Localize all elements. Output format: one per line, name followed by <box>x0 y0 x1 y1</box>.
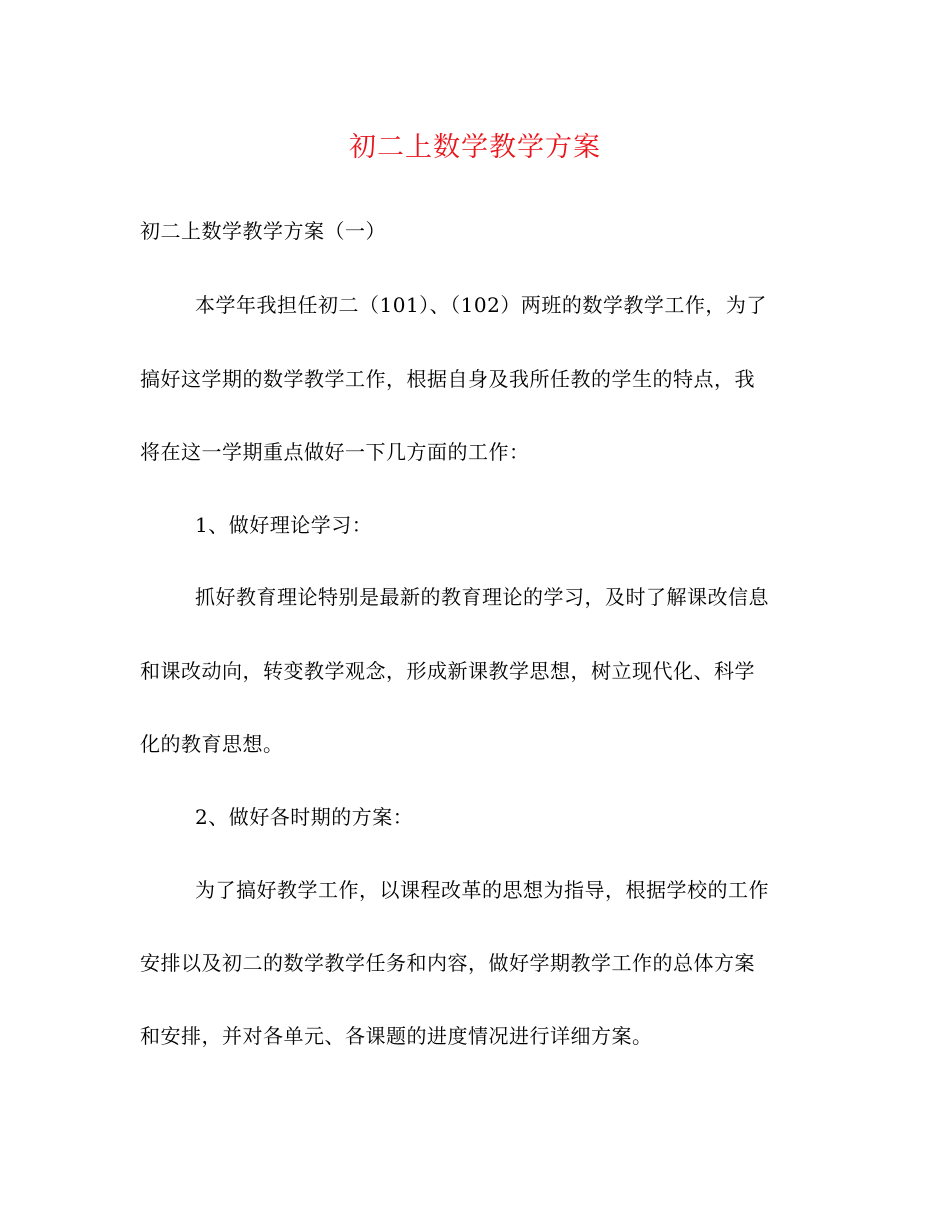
document-subtitle: 初二上数学教学方案（一） <box>140 219 386 243</box>
section-2-body-line-1: 为了搞好教学工作，以课程改革的思想为指导，根据学校的工作 <box>195 878 769 902</box>
intro-line-3: 将在这一学期重点做好一下几方面的工作： <box>140 440 530 464</box>
section-2-body-line-3: 和安排，并对各单元、各课题的进度情况进行详细方案。 <box>140 1024 653 1048</box>
section-2-body-line-2: 安排以及初二的数学教学任务和内容，做好学期教学工作的总体方案 <box>140 951 755 975</box>
intro-line-2: 搞好这学期的数学教学工作，根据自身及我所任教的学生的特点，我 <box>140 367 755 391</box>
section-1-body-line-2: 和课改动向，转变教学观念，形成新课教学思想，树立现代化、科学 <box>140 659 755 683</box>
section-1-body-line-3: 化的教育思想。 <box>140 732 284 756</box>
document-title: 初二上数学教学方案 <box>349 132 601 163</box>
section-1-heading: 1、做好理论学习： <box>195 513 373 537</box>
intro-line-1: 本学年我担任初二（101）、（102）两班的数学教学工作，为了 <box>195 293 767 317</box>
section-2-heading: 2、做好各时期的方案： <box>195 805 414 829</box>
section-1-body-line-1: 抓好教育理论特别是最新的教育理论的学习，及时了解课改信息 <box>195 585 769 609</box>
